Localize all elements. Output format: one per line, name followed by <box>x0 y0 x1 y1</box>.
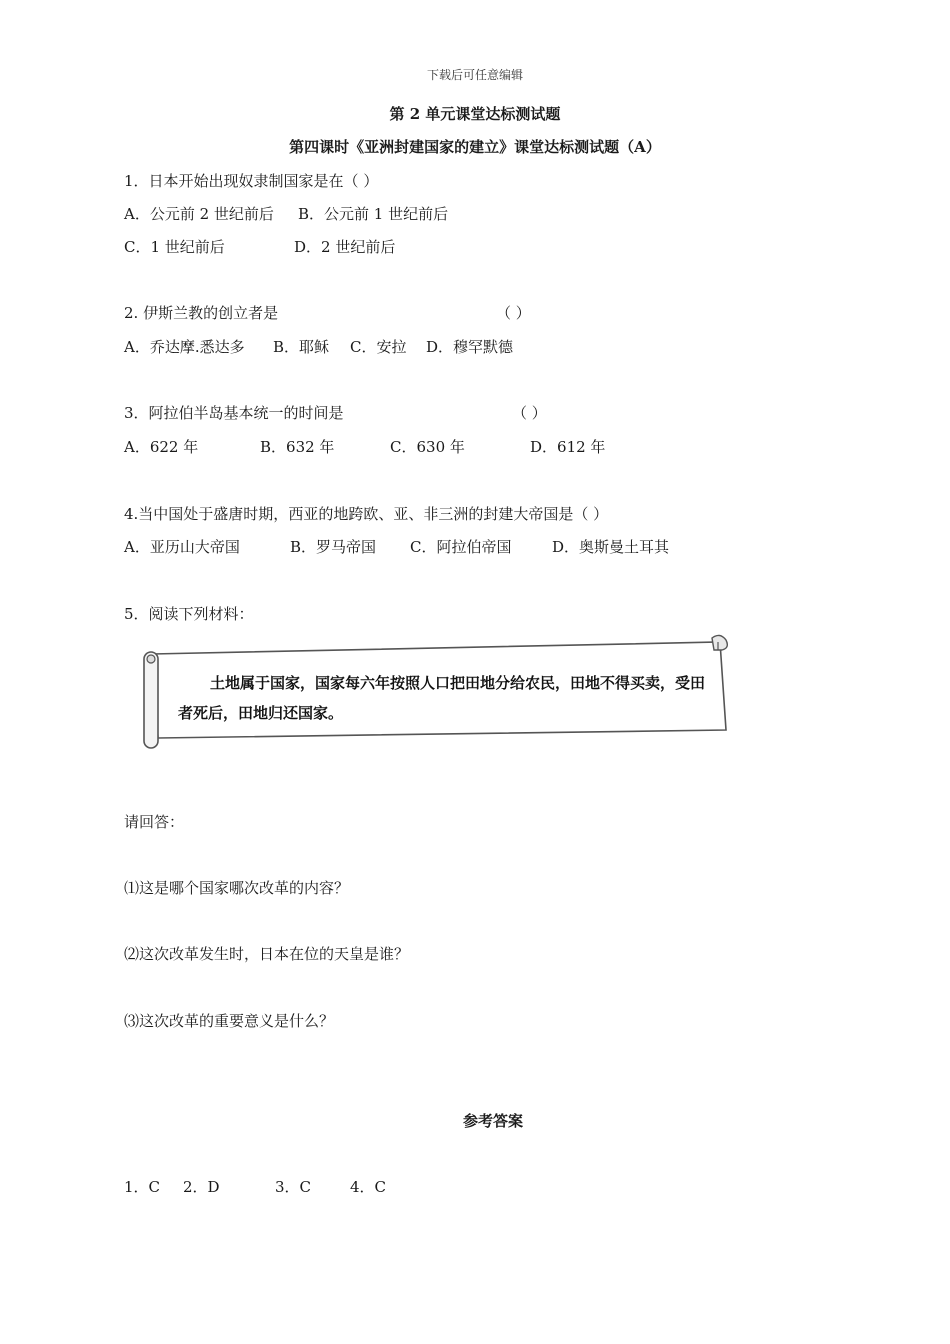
question-3-option-b: B．632 年 <box>260 438 335 456</box>
question-3-option-d: D．612 年 <box>530 438 606 456</box>
question-2-option-b: B．耶稣 <box>273 338 330 356</box>
question-2-stem: 2. 伊斯兰教的创立者是 <box>124 304 279 322</box>
question-2-paren: （ ） <box>496 304 531 322</box>
answer-3: 3．C <box>275 1178 312 1196</box>
answer-1: 1．C <box>124 1178 161 1196</box>
header-note: 下载后可任意编辑 <box>426 68 523 82</box>
question-1-option-b: B．公元前 1 世纪前后 <box>298 205 449 223</box>
question-2-option-d: D．穆罕默德 <box>426 338 514 356</box>
question-4-option-d: D．奥斯曼土耳其 <box>552 538 670 556</box>
question-3-stem: 3．阿拉伯半岛基本统一的时间是 <box>124 404 344 422</box>
question-4-option-b: B．罗马帝国 <box>290 538 377 556</box>
question-3-option-c: C．630 年 <box>390 438 465 456</box>
question-4-option-a: A．亚历山大帝国 <box>124 538 240 556</box>
question-3-option-a: A．622 年 <box>124 438 199 456</box>
answer-prompt: 请回答： <box>124 813 185 831</box>
answer-key-title: 参考答案 <box>462 1112 523 1130</box>
sub-question-1: ⑴这是哪个国家哪次改革的内容？ <box>124 879 350 897</box>
question-1-option-d: D．2 世纪前后 <box>294 238 396 256</box>
question-2-option-c: C．安拉 <box>350 338 407 356</box>
unit-title: 第 2 单元课堂达标测试题 <box>389 105 561 123</box>
question-1-stem: 1．日本开始出现奴隶制国家是在（ ） <box>124 172 379 190</box>
question-1-option-a: A．公元前 2 世纪前后 <box>124 205 274 223</box>
material-scroll <box>140 634 732 752</box>
question-4-stem: 4.当中国处于盛唐时期，西亚的地跨欧、亚、非三洲的封建大帝国是（ ） <box>124 505 609 523</box>
answer-2: 2．D <box>183 1178 220 1196</box>
sub-question-3: ⑶这次改革的重要意义是什么？ <box>124 1012 335 1030</box>
sub-question-2: ⑵这次改革发生时，日本在位的天皇是谁？ <box>124 945 410 963</box>
material-text: 土地属于国家，国家每六年按照人口把田地分给农民，田地不得买卖，受田者死后，田地归还国家。 <box>178 674 706 722</box>
question-4-option-c: C．阿拉伯帝国 <box>410 538 512 556</box>
answer-4: 4．C <box>350 1178 387 1196</box>
question-3-paren: （ ） <box>512 404 547 422</box>
lesson-title: 第四课时《亚洲封建国家的建立》课堂达标测试题（A） <box>289 138 661 156</box>
question-2-option-a: A．乔达摩.悉达多 <box>124 338 245 356</box>
question-5-stem: 5．阅读下列材料： <box>124 605 254 623</box>
question-1-option-c: C．1 世纪前后 <box>124 238 225 256</box>
